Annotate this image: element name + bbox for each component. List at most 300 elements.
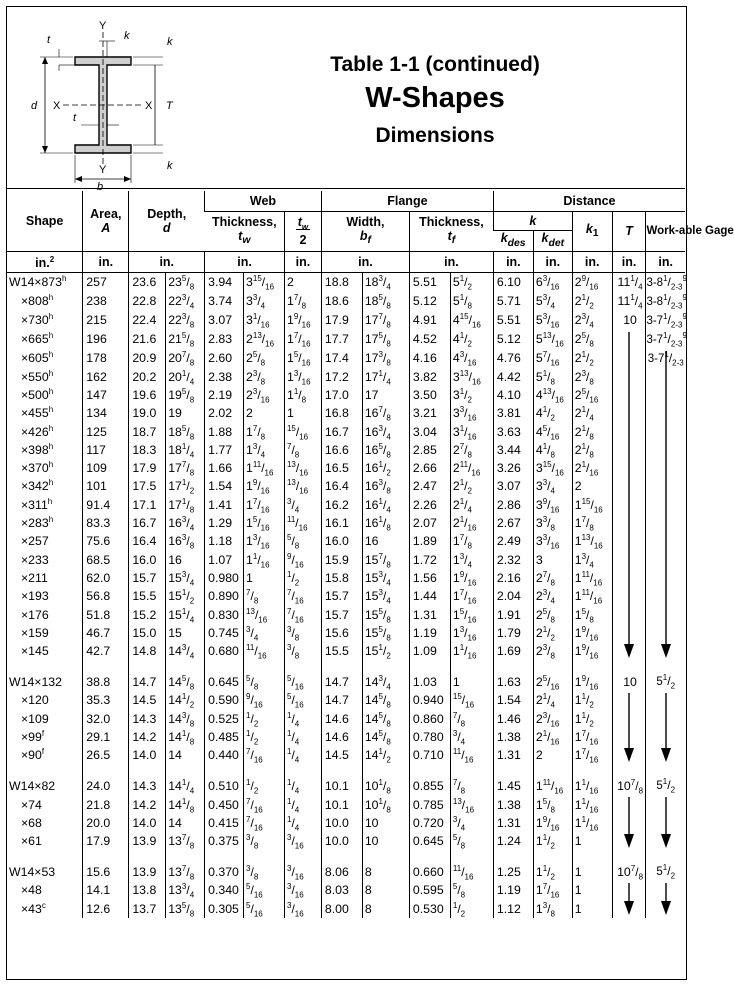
cell-g: $5^1/_2$ xyxy=(646,776,685,795)
cell-tffr: $1^1/_{16}$ xyxy=(450,642,493,660)
cell-bffr: $10^1/_8$ xyxy=(362,776,409,795)
cell-twfr: $1^7/_8$ xyxy=(244,422,285,440)
cell-tw2: $^1/_4$ xyxy=(284,795,321,813)
cell-twfr: $^3/_8$ xyxy=(244,832,285,850)
cell-dfr: $18^5/_8$ xyxy=(166,422,205,440)
cell-shape: W14×53 xyxy=(9,864,56,879)
cell-bf: 18.8 xyxy=(321,272,362,292)
cell-d: 23.6 xyxy=(129,272,166,292)
cell-kdes: 1.24 xyxy=(493,832,533,850)
down-arrow-icon xyxy=(622,693,636,762)
cell-bf: 10.1 xyxy=(321,795,362,813)
cell-tw2: $^{13}/_{16}$ xyxy=(284,459,321,477)
cell-tw2: $^7/_{16}$ xyxy=(284,605,321,623)
cell-d: 13.9 xyxy=(129,862,166,881)
spacer-cell xyxy=(7,850,83,862)
cell-tf: 0.530 xyxy=(409,900,450,918)
cell-d: 20.9 xyxy=(129,349,166,368)
cell-tf: 1.09 xyxy=(409,642,450,660)
cell-bffr: $17^3/_8$ xyxy=(362,349,409,368)
cell-kdes: 3.26 xyxy=(493,459,533,477)
dimensions-table xyxy=(7,191,734,919)
cell-shape: ×233 xyxy=(21,552,49,567)
cell-k1: $2^9/_{16}$ xyxy=(572,272,612,292)
cell-k1: $1^1/_{16}$ xyxy=(572,795,612,813)
cell-k1: $1^7/_8$ xyxy=(572,514,612,532)
cell-twfr: $3^3/_4$ xyxy=(244,292,285,311)
cell-d: 17.1 xyxy=(129,496,166,514)
table-row xyxy=(7,311,685,330)
cell-kdet: $1^7/_{16}$ xyxy=(533,881,572,899)
cell-k1: $2^3/_4$ xyxy=(572,311,612,330)
header-area: Area, A xyxy=(83,191,129,251)
spacer-cell xyxy=(284,850,321,862)
cell-tf: 4.52 xyxy=(409,330,450,349)
cell-g: $3-7^1/_{2-3}^9$ xyxy=(646,330,687,348)
cell-twfr: $^3/_8$ xyxy=(244,862,285,881)
cell-tffr: $^7/_8$ xyxy=(450,776,493,795)
cell-kdes: 3.07 xyxy=(493,477,533,495)
cell-k1: $2^1/_8$ xyxy=(572,441,612,459)
cell-bf: 16.0 xyxy=(321,532,362,550)
cell-k1: $2^5/_8$ xyxy=(572,330,612,349)
cell-bf: 14.5 xyxy=(321,746,362,764)
cell-twfr: $^3/_4$ xyxy=(244,624,285,642)
cell-shape: ×176 xyxy=(21,607,49,622)
cell-d: 17.5 xyxy=(129,477,166,495)
cell-bf: 15.7 xyxy=(321,605,362,623)
cell-twfr: $^5/_{16}$ xyxy=(244,900,285,918)
cell-kdes: 3.63 xyxy=(493,422,533,440)
spacer-cell xyxy=(493,850,533,862)
spacer-cell xyxy=(83,850,129,862)
cell-T xyxy=(612,795,646,813)
table-row xyxy=(7,795,685,813)
cell-shape: $\times 500^h$ xyxy=(21,386,54,402)
cell-tw: 0.890 xyxy=(205,587,244,605)
cell-twfr: $^7/_{16}$ xyxy=(244,814,285,832)
cell-dfr: 19 xyxy=(166,404,205,422)
cell-kdes: 2.86 xyxy=(493,496,533,514)
cell-tw: 2.19 xyxy=(205,386,244,404)
cell-A: 215 xyxy=(83,311,129,330)
cell-g: $5^1/_2$ xyxy=(646,862,685,881)
cell-A: 75.6 xyxy=(83,532,129,550)
cell-bffr: $15^5/_8$ xyxy=(362,624,409,642)
cell-bf: 14.7 xyxy=(321,691,362,709)
cell-bf: 15.9 xyxy=(321,550,362,568)
cell-bf: 17.2 xyxy=(321,368,362,386)
spacer-cell xyxy=(646,764,685,776)
cell-shape: ×159 xyxy=(21,625,49,640)
cell-tw2: $^1/_2$ xyxy=(284,569,321,587)
cell-k1: $1^{15}/_{16}$ xyxy=(572,496,612,514)
cell-d: 14.0 xyxy=(129,746,166,764)
cell-kdes: 1.69 xyxy=(493,642,533,660)
cell-twfr: $^7/_8$ xyxy=(244,587,285,605)
cell-tw: 0.830 xyxy=(205,605,244,623)
cell-bf: 18.6 xyxy=(321,292,362,311)
spacer-cell xyxy=(533,660,572,672)
cell-kdet: $1^1/_2$ xyxy=(533,832,572,850)
cell-k1: $1^9/_{16}$ xyxy=(572,624,612,642)
cell-bffr: $15^3/_4$ xyxy=(362,569,409,587)
cell-dfr: $13^7/_8$ xyxy=(166,862,205,881)
cell-kdes: 1.12 xyxy=(493,900,533,918)
cell-kdet: $2^1/_2$ xyxy=(533,624,572,642)
cell-bffr: $17^7/_8$ xyxy=(362,311,409,330)
spacer-cell xyxy=(409,764,450,776)
cell-A: 42.7 xyxy=(83,642,129,660)
cell-shape: $\times 455^h$ xyxy=(21,405,54,421)
cell-dfr: $22^3/_8$ xyxy=(166,311,205,330)
cell-twfr: $2^5/_8$ xyxy=(244,349,285,368)
cell-d: 14.8 xyxy=(129,642,166,660)
cell-shape: $\times 370^h$ xyxy=(21,460,54,476)
cell-bffr: 16 xyxy=(362,532,409,550)
unit-cell: in. xyxy=(493,251,533,272)
table-row xyxy=(7,764,685,776)
cell-kdet: $5^3/_{16}$ xyxy=(533,311,572,330)
cell-tw2: 1 xyxy=(284,404,321,422)
cell-tf: 0.595 xyxy=(409,881,450,899)
cell-shape: ×109 xyxy=(21,711,49,726)
cell-tf: 1.44 xyxy=(409,587,450,605)
unit-cell: in. xyxy=(205,251,285,272)
cell-d: 18.3 xyxy=(129,441,166,459)
cell-d: 14.3 xyxy=(129,710,166,728)
cell-tw2: $1^7/_8$ xyxy=(284,292,321,311)
diagram-k-bottom: k xyxy=(167,160,173,172)
table-row xyxy=(7,605,685,623)
table-row xyxy=(7,550,685,568)
cell-tf: 3.21 xyxy=(409,404,450,422)
cell-tw: 1.88 xyxy=(205,422,244,440)
spacer-cell xyxy=(205,764,244,776)
spacer-cell xyxy=(321,764,362,776)
table-row xyxy=(7,850,685,862)
cell-tf: 1.56 xyxy=(409,569,450,587)
cell-tffr: $^7/_8$ xyxy=(450,710,493,728)
cell-g: $3-8^1/_{2-3}^9$ xyxy=(646,292,687,310)
cell-tw: 1.54 xyxy=(205,477,244,495)
cell-tw: 0.525 xyxy=(205,710,244,728)
cell-tw: 0.305 xyxy=(205,900,244,918)
cell-tffr: $4^1/_2$ xyxy=(450,330,493,349)
cell-A: 32.0 xyxy=(83,710,129,728)
table-row xyxy=(7,776,685,795)
cell-bffr: $14^5/_8$ xyxy=(362,710,409,728)
cell-d: 15.7 xyxy=(129,569,166,587)
cell-tw2: $^3/_{16}$ xyxy=(284,862,321,881)
cell-kdes: 1.54 xyxy=(493,691,533,709)
table-row xyxy=(7,862,685,881)
table-row xyxy=(7,441,685,459)
header-kdet: $k_{det}$ xyxy=(533,231,572,252)
cell-A: 178 xyxy=(83,349,129,368)
cell-d: 16.7 xyxy=(129,514,166,532)
cell-bf: 15.7 xyxy=(321,587,362,605)
title-line3: Dimensions xyxy=(375,124,495,147)
cell-tw2: $^{15}/_{16}$ xyxy=(284,422,321,440)
table-row xyxy=(7,569,685,587)
cell-A: 17.9 xyxy=(83,832,129,850)
cell-bf: 10.0 xyxy=(321,814,362,832)
cell-bffr: $18^5/_8$ xyxy=(362,292,409,311)
down-arrow-icon xyxy=(659,797,673,848)
cell-A: 109 xyxy=(83,459,129,477)
cell-shape: $\times 99^f$ xyxy=(21,728,45,744)
cell-tf: 3.82 xyxy=(409,368,450,386)
diagram-y-bottom: Y xyxy=(99,164,107,176)
cell-tf: 2.07 xyxy=(409,514,450,532)
cell-tf: 0.710 xyxy=(409,746,450,764)
cell-tf: 4.16 xyxy=(409,349,450,368)
cell-tf: 0.940 xyxy=(409,691,450,709)
cell-d: 13.7 xyxy=(129,900,166,918)
cell-kdet: $5^{13}/_{16}$ xyxy=(533,330,572,349)
cell-bffr: $16^3/_8$ xyxy=(362,477,409,495)
cell-tw2: $^1/_4$ xyxy=(284,710,321,728)
cell-k1: $1^1/_{16}$ xyxy=(572,814,612,832)
cell-k1: $1^7/_{16}$ xyxy=(572,728,612,746)
header-flange-thickness: Thickness, $t_f$ xyxy=(409,212,493,252)
spacer-cell xyxy=(572,660,612,672)
cell-k1: $2^1/_2$ xyxy=(572,292,612,311)
cell-shape: ×120 xyxy=(21,693,49,708)
cell-tf: 1.03 xyxy=(409,672,450,691)
table-row xyxy=(7,422,685,440)
cell-bffr: $17^5/_8$ xyxy=(362,330,409,349)
spacer-cell xyxy=(166,850,205,862)
cell-tffr: $^5/_8$ xyxy=(450,832,493,850)
table-row xyxy=(7,404,685,422)
cell-twfr: $1^7/_{16}$ xyxy=(244,496,285,514)
cell-tw2: $1^9/_{16}$ xyxy=(284,311,321,330)
cell-k1: 2 xyxy=(572,477,612,495)
cell-kdet: $2^1/_{16}$ xyxy=(533,728,572,746)
cell-shape: $\times 605^h$ xyxy=(21,349,54,365)
cell-bf: 16.6 xyxy=(321,441,362,459)
cell-shape: W14×82 xyxy=(9,778,56,793)
cell-tffr: $^1/_2$ xyxy=(450,900,493,918)
diagram-T: T xyxy=(166,100,173,112)
spacer-cell xyxy=(166,764,205,776)
cell-tffr: $^{11}/_{16}$ xyxy=(450,746,493,764)
cell-d: 13.9 xyxy=(129,832,166,850)
cell-tw: 1.29 xyxy=(205,514,244,532)
cell-shape: $\times 398^h$ xyxy=(21,441,54,457)
cell-k1: $1^{11}/_{16}$ xyxy=(572,587,612,605)
cell-k1: $2^1/_4$ xyxy=(572,404,612,422)
cell-g xyxy=(646,881,685,899)
spacer-cell xyxy=(572,764,612,776)
spacer-cell xyxy=(244,850,285,862)
cell-tw: 0.485 xyxy=(205,728,244,746)
cell-k1: $2^1/_8$ xyxy=(572,422,612,440)
cell-kdet: $3^9/_{16}$ xyxy=(533,496,572,514)
unit-cell: in. xyxy=(321,251,409,272)
cell-tf: 0.660 xyxy=(409,862,450,881)
spacer-cell xyxy=(83,660,129,672)
cell-shape: $\times 43^c$ xyxy=(21,900,46,916)
cell-tffr: $^3/_4$ xyxy=(450,814,493,832)
spacer-cell xyxy=(612,764,646,776)
cell-tw: 1.18 xyxy=(205,532,244,550)
cell-tffr: $2^1/_{16}$ xyxy=(450,514,493,532)
cell-bffr: $14^5/_8$ xyxy=(362,691,409,709)
cell-A: 117 xyxy=(83,441,129,459)
table-row xyxy=(7,292,685,311)
cell-d: 19.0 xyxy=(129,404,166,422)
cell-d: 18.7 xyxy=(129,422,166,440)
cell-A: 196 xyxy=(83,330,129,349)
unit-cell: in. xyxy=(83,251,129,272)
cell-dfr: $17^7/_8$ xyxy=(166,459,205,477)
spacer-cell xyxy=(362,660,409,672)
cell-tw: 1.41 xyxy=(205,496,244,514)
diagram-k1: k xyxy=(124,30,130,42)
cell-shape: ×193 xyxy=(21,589,49,604)
spacer-cell xyxy=(493,764,533,776)
spacer-cell xyxy=(7,764,83,776)
cell-T xyxy=(612,691,646,709)
spacer-cell xyxy=(321,850,362,862)
cell-bf: 15.6 xyxy=(321,624,362,642)
spacer-cell xyxy=(533,764,572,776)
cell-k1: 1 xyxy=(572,832,612,850)
table-row xyxy=(7,660,685,672)
header-kdes: $k_{des}$ xyxy=(500,231,526,249)
cell-d: 15.0 xyxy=(129,624,166,642)
cell-shape: $\times 426^h$ xyxy=(21,423,54,439)
spacer-cell xyxy=(362,850,409,862)
cell-tw: 0.645 xyxy=(205,672,244,691)
spacer-cell xyxy=(244,660,285,672)
cell-kdes: 4.42 xyxy=(493,368,533,386)
cell-shape: $\times 730^h$ xyxy=(21,311,54,327)
cell-tf: 5.12 xyxy=(409,292,450,311)
cell-bffr: 17 xyxy=(362,386,409,404)
cell-kdet: $5^7/_{16}$ xyxy=(533,349,572,368)
table-row xyxy=(7,532,685,550)
header-shape: Shape xyxy=(25,213,64,228)
cell-g: $3-7^1/_{2-3}$ xyxy=(646,349,685,368)
cell-dfr: $14^1/_8$ xyxy=(166,795,205,813)
header-flange-width: Width, $b_f$ xyxy=(321,212,409,252)
table-row xyxy=(7,691,685,709)
spacer-cell xyxy=(284,660,321,672)
cell-bf: 17.7 xyxy=(321,330,362,349)
cell-shape: $\times 665^h$ xyxy=(21,330,54,346)
cell-bf: 16.4 xyxy=(321,477,362,495)
cell-shape: $\times 342^h$ xyxy=(21,478,54,494)
cell-tw2: $^7/_8$ xyxy=(284,441,321,459)
cell-twfr: $2^3/_8$ xyxy=(244,368,285,386)
cell-kdes: 6.10 xyxy=(493,272,533,292)
cell-A: 29.1 xyxy=(83,728,129,746)
cell-tffr: 1 xyxy=(450,672,493,691)
cell-shape: ×68 xyxy=(21,815,42,830)
cell-dfr: $21^5/_8$ xyxy=(166,330,205,349)
cell-shape: $W14\times 873^h$ xyxy=(9,273,67,289)
cell-dfr: $14^1/_4$ xyxy=(166,776,205,795)
cell-tffr: $2^1/_4$ xyxy=(450,496,493,514)
cell-k1: $1^5/_8$ xyxy=(572,605,612,623)
cell-g xyxy=(646,691,685,709)
cell-tffr: $3^1/_2$ xyxy=(450,386,493,404)
cell-tw: 1.77 xyxy=(205,441,244,459)
cell-tw2: $^1/_4$ xyxy=(284,776,321,795)
cell-A: 21.8 xyxy=(83,795,129,813)
cell-dfr: $22^3/_4$ xyxy=(166,292,205,311)
header-tw-over-2: $\frac{t_w}{2}$ xyxy=(284,212,321,252)
cell-tffr: $1^5/_{16}$ xyxy=(450,605,493,623)
cell-T xyxy=(612,881,646,899)
cell-k1: $1^9/_{16}$ xyxy=(572,642,612,660)
table-row xyxy=(7,624,685,642)
cell-tw: 0.375 xyxy=(205,832,244,850)
unit-cell: in. xyxy=(572,251,612,272)
cell-tw2: $^{11}/_{16}$ xyxy=(284,514,321,532)
cell-tw2: $^1/_4$ xyxy=(284,728,321,746)
cell-g: $3-7^1/_{2-3}^9$ xyxy=(646,311,687,329)
spacer-cell xyxy=(244,764,285,776)
cell-tf: 2.47 xyxy=(409,477,450,495)
cell-bffr: $16^5/_8$ xyxy=(362,441,409,459)
cell-shape: $\times 550^h$ xyxy=(21,368,54,384)
unit-cell: in. xyxy=(646,251,685,272)
cell-k1: $2^3/_8$ xyxy=(572,368,612,386)
cell-d: 14.5 xyxy=(129,691,166,709)
cell-bf: 14.6 xyxy=(321,710,362,728)
cell-tw2: $1^1/_8$ xyxy=(284,386,321,404)
cell-bffr: $15^1/_2$ xyxy=(362,642,409,660)
cell-tffr: $3^3/_{16}$ xyxy=(450,404,493,422)
cell-A: 83.3 xyxy=(83,514,129,532)
cell-tf: 3.04 xyxy=(409,422,450,440)
cell-T: $11^1/_4$ xyxy=(612,292,646,311)
cell-twfr: $^5/_8$ xyxy=(244,672,285,691)
cell-bf: 17.4 xyxy=(321,349,362,368)
spacer-cell xyxy=(409,660,450,672)
header-depth: Depth, d xyxy=(129,191,205,251)
cell-bf: 10.0 xyxy=(321,832,362,850)
cell-dfr: $13^7/_8$ xyxy=(166,832,205,850)
cell-tw: 1.07 xyxy=(205,550,244,568)
cell-dfr: $15^3/_4$ xyxy=(166,569,205,587)
table-row xyxy=(7,330,685,349)
cell-bf: 17.9 xyxy=(321,311,362,330)
cell-twfr: $^1/_2$ xyxy=(244,776,285,795)
unit-cell: in.$^2$ xyxy=(7,251,83,272)
cell-twfr: $1^1/_{16}$ xyxy=(244,550,285,568)
cell-kdes: 5.12 xyxy=(493,330,533,349)
cell-tf: 2.85 xyxy=(409,441,450,459)
spacer-cell xyxy=(166,660,205,672)
cell-bf: 15.8 xyxy=(321,569,362,587)
cell-kdes: 1.25 xyxy=(493,862,533,881)
cell-tw2: 2 xyxy=(284,272,321,292)
cell-tf: 0.645 xyxy=(409,832,450,850)
down-arrow-icon xyxy=(622,797,636,848)
spacer-cell xyxy=(450,850,493,862)
cell-shape: ×257 xyxy=(21,534,49,549)
cell-g: $3-8^1/_{2-3}^9$ xyxy=(646,273,687,291)
cell-dfr: $20^7/_8$ xyxy=(166,349,205,368)
cell-d: 17.9 xyxy=(129,459,166,477)
cell-dfr: 14 xyxy=(166,746,205,764)
